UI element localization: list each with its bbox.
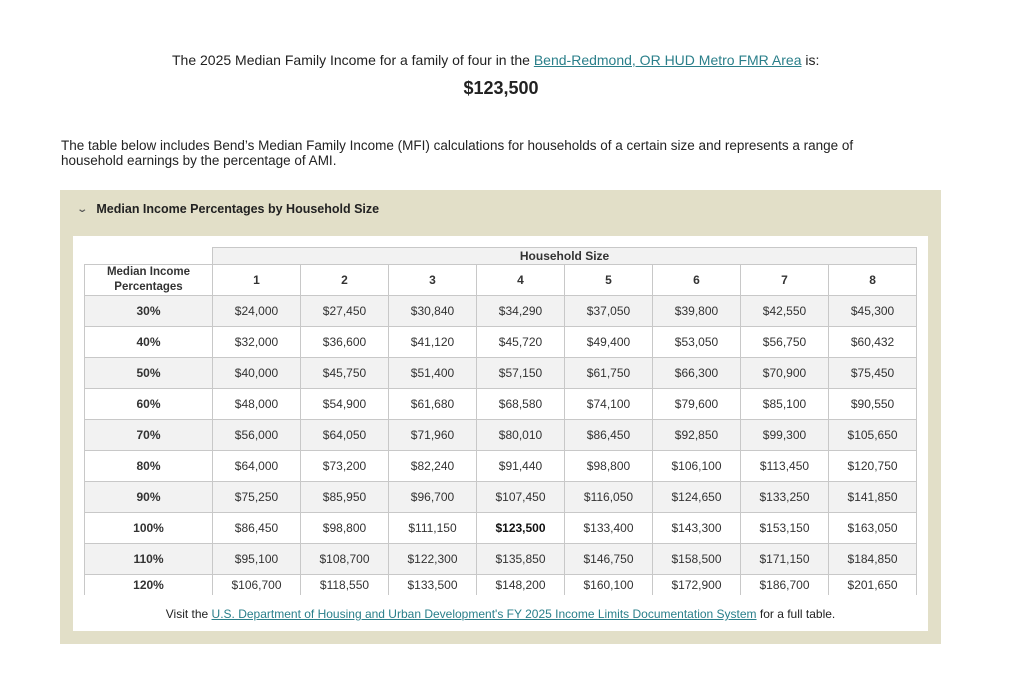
income-cell: $75,250: [213, 482, 301, 513]
income-cell: $96,700: [389, 482, 477, 513]
income-cell: $70,900: [741, 358, 829, 389]
income-cell: $64,050: [301, 420, 389, 451]
income-cell: $95,100: [213, 544, 301, 575]
table-row: [85, 420, 917, 451]
table-row: [85, 575, 917, 596]
income-cell: $24,000: [213, 296, 301, 327]
income-cell: $79,600: [653, 389, 741, 420]
household-size-header: Household Size: [213, 248, 917, 265]
income-cell: $143,300: [653, 513, 741, 544]
percentage-cell: 80%: [85, 451, 213, 482]
median-income-amount: $123,500: [463, 78, 539, 98]
income-cell: $133,400: [565, 513, 653, 544]
accordion-panel: [60, 190, 941, 644]
table-description: The table below includes Bend’s Median Family Income (MFI) calculations for households of a certain size and represents a range of household earnings by the percentage of AMI.: [61, 138, 854, 168]
percentage-cell: 50%: [85, 358, 213, 389]
metro-area-link[interactable]: Bend-Redmond, OR HUD Metro FMR Area: [533, 52, 802, 68]
income-cell: $105,650: [829, 420, 917, 451]
percentage-cell: 100%: [85, 513, 213, 544]
footer-prefix: Visit the: [165, 607, 212, 621]
income-cell: $86,450: [213, 513, 301, 544]
income-cell: $54,900: [301, 389, 389, 420]
income-cell: $111,150: [389, 513, 477, 544]
income-cell: $124,650: [653, 482, 741, 513]
table-row: [85, 451, 917, 482]
empty-corner: [85, 248, 213, 265]
income-cell: $106,100: [653, 451, 741, 482]
percentage-cell: 70%: [85, 420, 213, 451]
household-size-col-header: 6: [653, 265, 741, 296]
income-cell: $60,432: [829, 327, 917, 358]
income-cell: $186,700: [741, 575, 829, 596]
income-cell: $32,000: [213, 327, 301, 358]
percentage-cell: 40%: [85, 327, 213, 358]
table-body: [85, 296, 917, 596]
income-cell: $27,450: [301, 296, 389, 327]
household-size-col-header: 5: [565, 265, 653, 296]
income-cell: $90,550: [829, 389, 917, 420]
table-row: [85, 482, 917, 513]
income-cell: $82,240: [389, 451, 477, 482]
accordion-toggle[interactable]: [78, 202, 379, 216]
intro-prefix: The 2025 Median Family Income for a family of four in the: [172, 52, 534, 68]
income-cell: $160,100: [565, 575, 653, 596]
income-cell: $118,550: [301, 575, 389, 596]
footer-note: [60, 607, 941, 621]
income-cell: $66,300: [653, 358, 741, 389]
income-cell: $133,500: [389, 575, 477, 596]
income-cell: $141,850: [829, 482, 917, 513]
income-cell: $92,850: [653, 420, 741, 451]
hud-income-limits-link[interactable]: U.S. Department of Housing and Urban Development's FY 2025 Income Limits Documentation System: [211, 607, 757, 621]
income-cell: $135,850: [477, 544, 565, 575]
income-cell: $120,750: [829, 451, 917, 482]
income-cell: $123,500: [477, 513, 565, 544]
income-cell: $184,850: [829, 544, 917, 575]
household-size-col-header: 3: [389, 265, 477, 296]
income-cell: $74,100: [565, 389, 653, 420]
income-cell: $133,250: [741, 482, 829, 513]
income-cell: $56,000: [213, 420, 301, 451]
income-cell: $108,700: [301, 544, 389, 575]
income-cell: $64,000: [213, 451, 301, 482]
income-cell: $41,120: [389, 327, 477, 358]
table-row: [85, 389, 917, 420]
income-cell: $36,600: [301, 327, 389, 358]
income-cell: $201,650: [829, 575, 917, 596]
table-row: [85, 544, 917, 575]
income-cell: $171,150: [741, 544, 829, 575]
income-cell: $68,580: [477, 389, 565, 420]
income-cell: $91,440: [477, 451, 565, 482]
household-size-col-header: 8: [829, 265, 917, 296]
income-cell: $148,200: [477, 575, 565, 596]
income-cell: $51,400: [389, 358, 477, 389]
footer-suffix: for a full table.: [756, 607, 836, 621]
income-cell: $75,450: [829, 358, 917, 389]
income-cell: $61,680: [389, 389, 477, 420]
income-cell: $80,010: [477, 420, 565, 451]
household-size-col-header: 7: [741, 265, 829, 296]
income-cell: $153,150: [741, 513, 829, 544]
income-cell: $57,150: [477, 358, 565, 389]
table-row: [85, 358, 917, 389]
household-size-col-header: 4: [477, 265, 565, 296]
income-cell: $98,800: [565, 451, 653, 482]
income-cell: $113,450: [741, 451, 829, 482]
income-table: [84, 247, 917, 595]
income-cell: $73,200: [301, 451, 389, 482]
income-cell: $122,300: [389, 544, 477, 575]
income-cell: $163,050: [829, 513, 917, 544]
income-cell: $34,290: [477, 296, 565, 327]
income-cell: $86,450: [565, 420, 653, 451]
income-cell: $56,750: [741, 327, 829, 358]
percentage-cell: 90%: [85, 482, 213, 513]
income-cell: $116,050: [565, 482, 653, 513]
income-cell: $30,840: [389, 296, 477, 327]
income-cell: $85,100: [741, 389, 829, 420]
accordion-title: Median Income Percentages by Household Size: [96, 202, 380, 216]
income-cell: $49,400: [565, 327, 653, 358]
income-cell: $39,800: [653, 296, 741, 327]
income-cell: $106,700: [213, 575, 301, 596]
income-cell: $107,450: [477, 482, 565, 513]
income-cell: $40,000: [213, 358, 301, 389]
table-container: [73, 236, 928, 631]
row-header-label: Median Income Percentages: [85, 265, 213, 296]
income-cell: $71,960: [389, 420, 477, 451]
income-cell: $45,300: [829, 296, 917, 327]
income-cell: $61,750: [565, 358, 653, 389]
income-cell: $158,500: [653, 544, 741, 575]
income-cell: $53,050: [653, 327, 741, 358]
household-size-col-header: 1: [213, 265, 301, 296]
income-cell: $146,750: [565, 544, 653, 575]
income-cell: $98,800: [301, 513, 389, 544]
percentage-cell: 120%: [85, 575, 213, 596]
income-cell: $42,550: [741, 296, 829, 327]
table-row: [85, 513, 917, 544]
income-cell: $45,720: [477, 327, 565, 358]
income-cell: $45,750: [301, 358, 389, 389]
income-cell: $48,000: [213, 389, 301, 420]
percentage-cell: 110%: [85, 544, 213, 575]
percentage-cell: 30%: [85, 296, 213, 327]
intro-sentence: [172, 52, 819, 68]
income-cell: $172,900: [653, 575, 741, 596]
table-row: [85, 296, 917, 327]
intro-suffix: is:: [801, 52, 820, 68]
chevron-down-icon: ⌄: [76, 203, 89, 215]
income-cell: $37,050: [565, 296, 653, 327]
income-cell: $85,950: [301, 482, 389, 513]
household-size-col-header: 2: [301, 265, 389, 296]
percentage-cell: 60%: [85, 389, 213, 420]
income-cell: $99,300: [741, 420, 829, 451]
table-row: [85, 327, 917, 358]
